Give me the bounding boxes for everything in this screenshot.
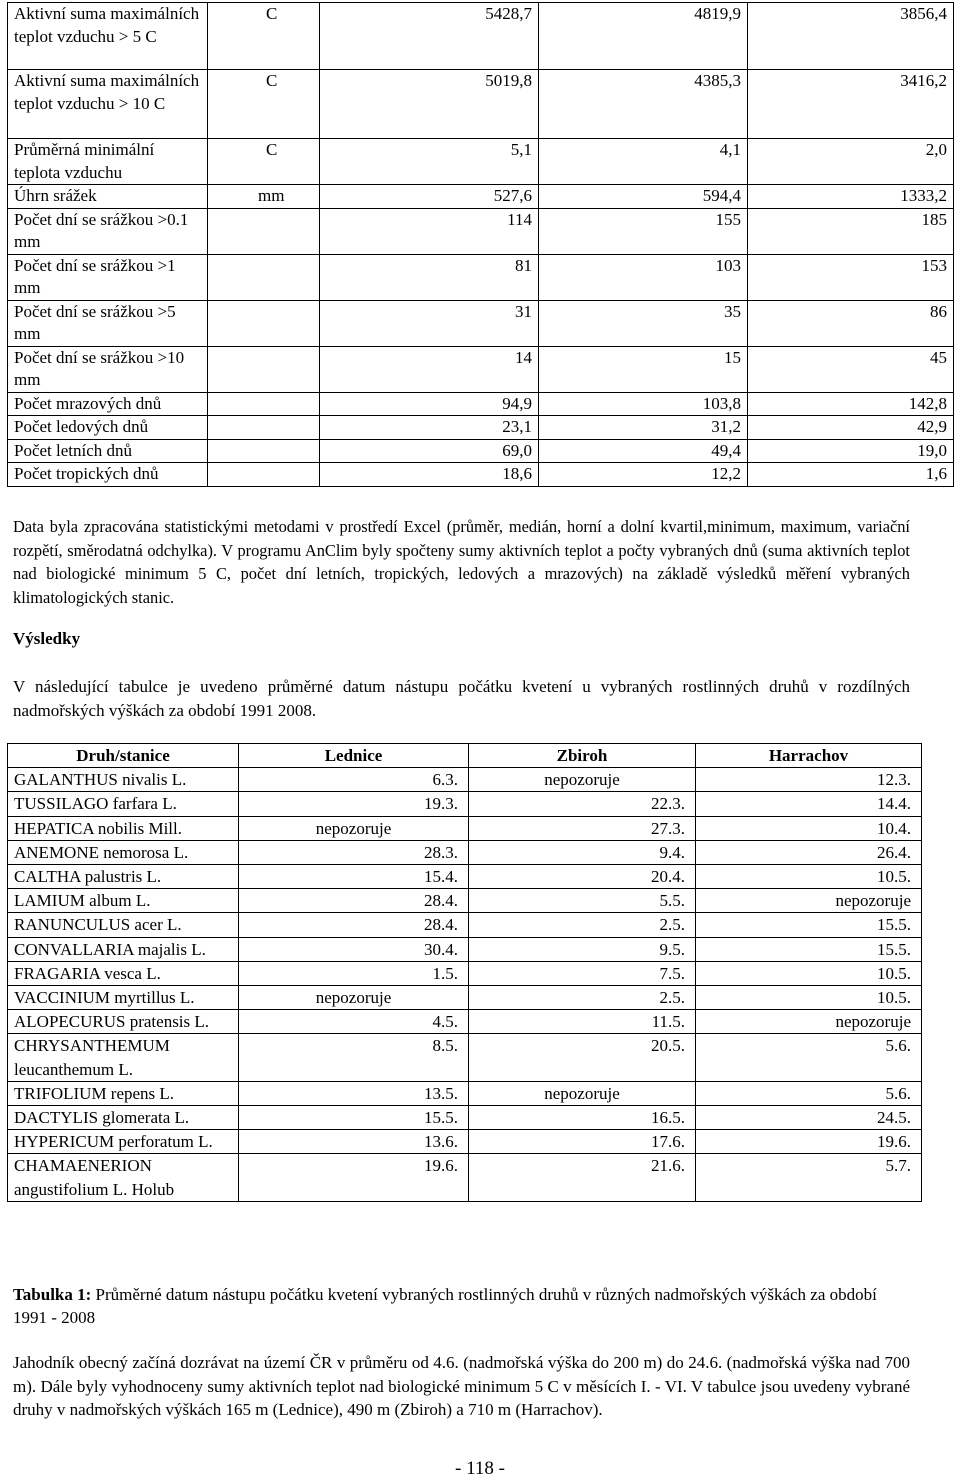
zbiroh-cell: 16.5. — [469, 1106, 696, 1130]
table-row — [8, 439, 954, 463]
table-row — [8, 463, 954, 487]
row-unit — [208, 416, 320, 440]
value-cell: 14 — [320, 346, 539, 392]
column-header: Zbiroh — [469, 744, 696, 768]
table-row — [8, 254, 954, 300]
column-header: Lednice — [239, 744, 469, 768]
row-label: Počet dní se srážkou >1 mm — [8, 254, 208, 300]
species-cell: ALOPECURUS pratensis L. — [8, 1010, 239, 1034]
table-row — [8, 1154, 922, 1201]
table-row — [8, 1106, 922, 1130]
harrachov-cell: 5.6. — [696, 1081, 922, 1105]
lednice-cell: 19.6. — [239, 1154, 469, 1201]
harrachov-cell: 26.4. — [696, 840, 922, 864]
flowering-table — [7, 743, 922, 1202]
value-cell: 527,6 — [320, 185, 539, 209]
value-cell: 142,8 — [748, 392, 954, 416]
lednice-cell: 15.4. — [239, 865, 469, 889]
species-cell: TUSSILAGO farfara L. — [8, 792, 239, 816]
zbiroh-cell: nepozoruje — [469, 768, 696, 792]
column-header: Harrachov — [696, 744, 922, 768]
zbiroh-cell: 22.3. — [469, 792, 696, 816]
lednice-cell: 4.5. — [239, 1010, 469, 1034]
zbiroh-cell: 20.4. — [469, 865, 696, 889]
value-cell: 42,9 — [748, 416, 954, 440]
row-label: Průměrná minimální teplota vzduchu — [8, 139, 208, 185]
table-row — [8, 792, 922, 816]
table-header-row — [8, 744, 922, 768]
species-cell: VACCINIUM myrtillus L. — [8, 986, 239, 1010]
value-cell: 18,6 — [320, 463, 539, 487]
value-cell: 594,4 — [539, 185, 748, 209]
row-unit — [208, 254, 320, 300]
harrachov-cell: 5.7. — [696, 1154, 922, 1201]
zbiroh-cell: 11.5. — [469, 1010, 696, 1034]
value-cell: 103 — [539, 254, 748, 300]
row-label: Počet mrazových dnů — [8, 392, 208, 416]
species-cell: RANUNCULUS acer L. — [8, 913, 239, 937]
value-cell: 2,0 — [748, 139, 954, 185]
table-row — [8, 70, 954, 139]
row-label: Počet dní se srážkou >0.1 mm — [8, 208, 208, 254]
caption-text: Průměrné datum nástupu počátku kvetení vybraných rostlinných druhů v různých nadmořských výškách za období 1991 - 2008 — [13, 1285, 877, 1327]
species-cell: CONVALLARIA majalis L. — [8, 937, 239, 961]
harrachov-cell: 10.5. — [696, 865, 922, 889]
value-cell: 81 — [320, 254, 539, 300]
lednice-cell: nepozoruje — [239, 816, 469, 840]
row-label: Počet dní se srážkou >5 mm — [8, 300, 208, 346]
table-row — [8, 139, 954, 185]
zbiroh-cell: 21.6. — [469, 1154, 696, 1201]
table-row — [8, 1010, 922, 1034]
table-row — [8, 3, 954, 70]
row-label: Aktivní suma maximálních teplot vzduchu > 5 C — [8, 3, 208, 70]
species-cell: ANEMONE nemorosa L. — [8, 840, 239, 864]
harrachov-cell: 12.3. — [696, 768, 922, 792]
row-label: Počet ledových dnů — [8, 416, 208, 440]
row-unit: C — [208, 3, 320, 70]
value-cell: 19,0 — [748, 439, 954, 463]
value-cell: 103,8 — [539, 392, 748, 416]
value-cell: 45 — [748, 346, 954, 392]
lednice-cell: 15.5. — [239, 1106, 469, 1130]
value-cell: 3856,4 — [748, 3, 954, 70]
harrachov-cell: nepozoruje — [696, 889, 922, 913]
table-row — [8, 392, 954, 416]
species-cell: HEPATICA nobilis Mill. — [8, 816, 239, 840]
table-row — [8, 889, 922, 913]
zbiroh-cell: 9.5. — [469, 937, 696, 961]
value-cell: 69,0 — [320, 439, 539, 463]
value-cell: 86 — [748, 300, 954, 346]
row-unit — [208, 439, 320, 463]
final-paragraph: Jahodník obecný začíná dozrávat na území ČR v průměru od 4.6. (nadmořská výška do 200 m) do 24.6. (nadmořská výška nad 700 m). Dále byly vyhodnoceny sumy aktivních teplot nad biologické minimum 5 C v měsících I. - VI. V tabulce jsou uvedeny vybrané druhy v nadmořských výškách 165 m (Lednice), 490 m (Zbiroh) a 710 m (Harrachov). — [13, 1353, 910, 1420]
value-cell: 155 — [539, 208, 748, 254]
row-unit — [208, 346, 320, 392]
harrachov-cell: 24.5. — [696, 1106, 922, 1130]
table-row — [8, 346, 954, 392]
intro-paragraph: V následující tabulce je uvedeno průměrné datum nástupu počátku kvetení u vybraných rostlinných druhů v rozdílných nadmořských výškách za období 1991 2008. — [13, 677, 910, 720]
value-cell: 15 — [539, 346, 748, 392]
lednice-cell: 13.6. — [239, 1130, 469, 1154]
table-row — [8, 768, 922, 792]
lednice-cell: 1.5. — [239, 961, 469, 985]
species-cell: TRIFOLIUM repens L. — [8, 1081, 239, 1105]
harrachov-cell: 19.6. — [696, 1130, 922, 1154]
harrachov-cell: nepozoruje — [696, 1010, 922, 1034]
table-row — [8, 913, 922, 937]
value-cell: 4819,9 — [539, 3, 748, 70]
table-row — [8, 300, 954, 346]
value-cell: 4,1 — [539, 139, 748, 185]
lednice-cell: 19.3. — [239, 792, 469, 816]
row-unit — [208, 463, 320, 487]
table-row — [8, 986, 922, 1010]
species-cell: GALANTHUS nivalis L. — [8, 768, 239, 792]
row-label: Počet letních dnů — [8, 439, 208, 463]
table-row — [8, 1130, 922, 1154]
value-cell: 1,6 — [748, 463, 954, 487]
species-cell: CALTHA palustris L. — [8, 865, 239, 889]
lednice-cell: 28.4. — [239, 913, 469, 937]
row-label: Počet dní se srážkou >10 mm — [8, 346, 208, 392]
species-cell: HYPERICUM perforatum L. — [8, 1130, 239, 1154]
zbiroh-cell: 2.5. — [469, 986, 696, 1010]
harrachov-cell: 15.5. — [696, 937, 922, 961]
column-header: Druh/stanice — [8, 744, 239, 768]
row-unit: mm — [208, 185, 320, 209]
harrachov-cell: 14.4. — [696, 792, 922, 816]
zbiroh-cell: 7.5. — [469, 961, 696, 985]
page-number: - 118 - — [455, 1458, 505, 1479]
value-cell: 1333,2 — [748, 185, 954, 209]
value-cell: 35 — [539, 300, 748, 346]
value-cell: 49,4 — [539, 439, 748, 463]
table-row — [8, 1081, 922, 1105]
lednice-cell: 6.3. — [239, 768, 469, 792]
row-unit — [208, 392, 320, 416]
table-row — [8, 937, 922, 961]
value-cell: 23,1 — [320, 416, 539, 440]
zbiroh-cell: nepozoruje — [469, 1081, 696, 1105]
row-unit — [208, 300, 320, 346]
zbiroh-cell: 9.4. — [469, 840, 696, 864]
table-row — [8, 1034, 922, 1081]
species-cell: FRAGARIA vesca L. — [8, 961, 239, 985]
value-cell: 31 — [320, 300, 539, 346]
value-cell: 5019,8 — [320, 70, 539, 139]
table-row — [8, 840, 922, 864]
harrachov-cell: 10.4. — [696, 816, 922, 840]
zbiroh-cell: 5.5. — [469, 889, 696, 913]
value-cell: 185 — [748, 208, 954, 254]
species-cell: CHRYSANTHEMUM leucanthemum L. — [8, 1034, 239, 1081]
row-label: Úhrn srážek — [8, 185, 208, 209]
table-row — [8, 185, 954, 209]
methods-paragraph: Data byla zpracována statistickými metodami v prostředí Excel (průměr, medián, horní a dolní kvartil,minimum, maximum, variační rozpětí, směrodatná odchylka). V programu AnClim byly spočteny sumy aktivních teplot a počty vybraných dnů (suma aktivních teplot nad biologické minimum 5 C, počet dní letních, tropických, ledových a mrazových) na základě výsledků měření vybraných klimatologických stanic. — [13, 517, 910, 607]
table-row — [8, 865, 922, 889]
lednice-cell: 13.5. — [239, 1081, 469, 1105]
value-cell: 114 — [320, 208, 539, 254]
lednice-cell: 28.3. — [239, 840, 469, 864]
harrachov-cell: 10.5. — [696, 961, 922, 985]
zbiroh-cell: 20.5. — [469, 1034, 696, 1081]
table-row — [8, 208, 954, 254]
lednice-cell: nepozoruje — [239, 986, 469, 1010]
species-cell: LAMIUM album L. — [8, 889, 239, 913]
value-cell: 94,9 — [320, 392, 539, 416]
zbiroh-cell: 27.3. — [469, 816, 696, 840]
row-label: Aktivní suma maximálních teplot vzduchu > 10 C — [8, 70, 208, 139]
lednice-cell: 28.4. — [239, 889, 469, 913]
value-cell: 31,2 — [539, 416, 748, 440]
zbiroh-cell: 17.6. — [469, 1130, 696, 1154]
value-cell: 5,1 — [320, 139, 539, 185]
species-cell: DACTYLIS glomerata L. — [8, 1106, 239, 1130]
zbiroh-cell: 2.5. — [469, 913, 696, 937]
results-heading: Výsledky — [13, 629, 81, 648]
table-caption — [13, 1283, 893, 1329]
lednice-cell: 8.5. — [239, 1034, 469, 1081]
harrachov-cell: 15.5. — [696, 913, 922, 937]
value-cell: 12,2 — [539, 463, 748, 487]
value-cell: 153 — [748, 254, 954, 300]
row-unit — [208, 208, 320, 254]
caption-label: Tabulka 1: — [13, 1285, 92, 1304]
value-cell: 4385,3 — [539, 70, 748, 139]
row-unit: C — [208, 70, 320, 139]
species-cell: CHAMAENERION angustifolium L. Holub — [8, 1154, 239, 1201]
value-cell: 3416,2 — [748, 70, 954, 139]
lednice-cell: 30.4. — [239, 937, 469, 961]
table-row — [8, 816, 922, 840]
row-unit: C — [208, 139, 320, 185]
climate-table — [7, 2, 954, 487]
table-row — [8, 961, 922, 985]
row-label: Počet tropických dnů — [8, 463, 208, 487]
value-cell: 5428,7 — [320, 3, 539, 70]
harrachov-cell: 5.6. — [696, 1034, 922, 1081]
table-row — [8, 416, 954, 440]
harrachov-cell: 10.5. — [696, 986, 922, 1010]
